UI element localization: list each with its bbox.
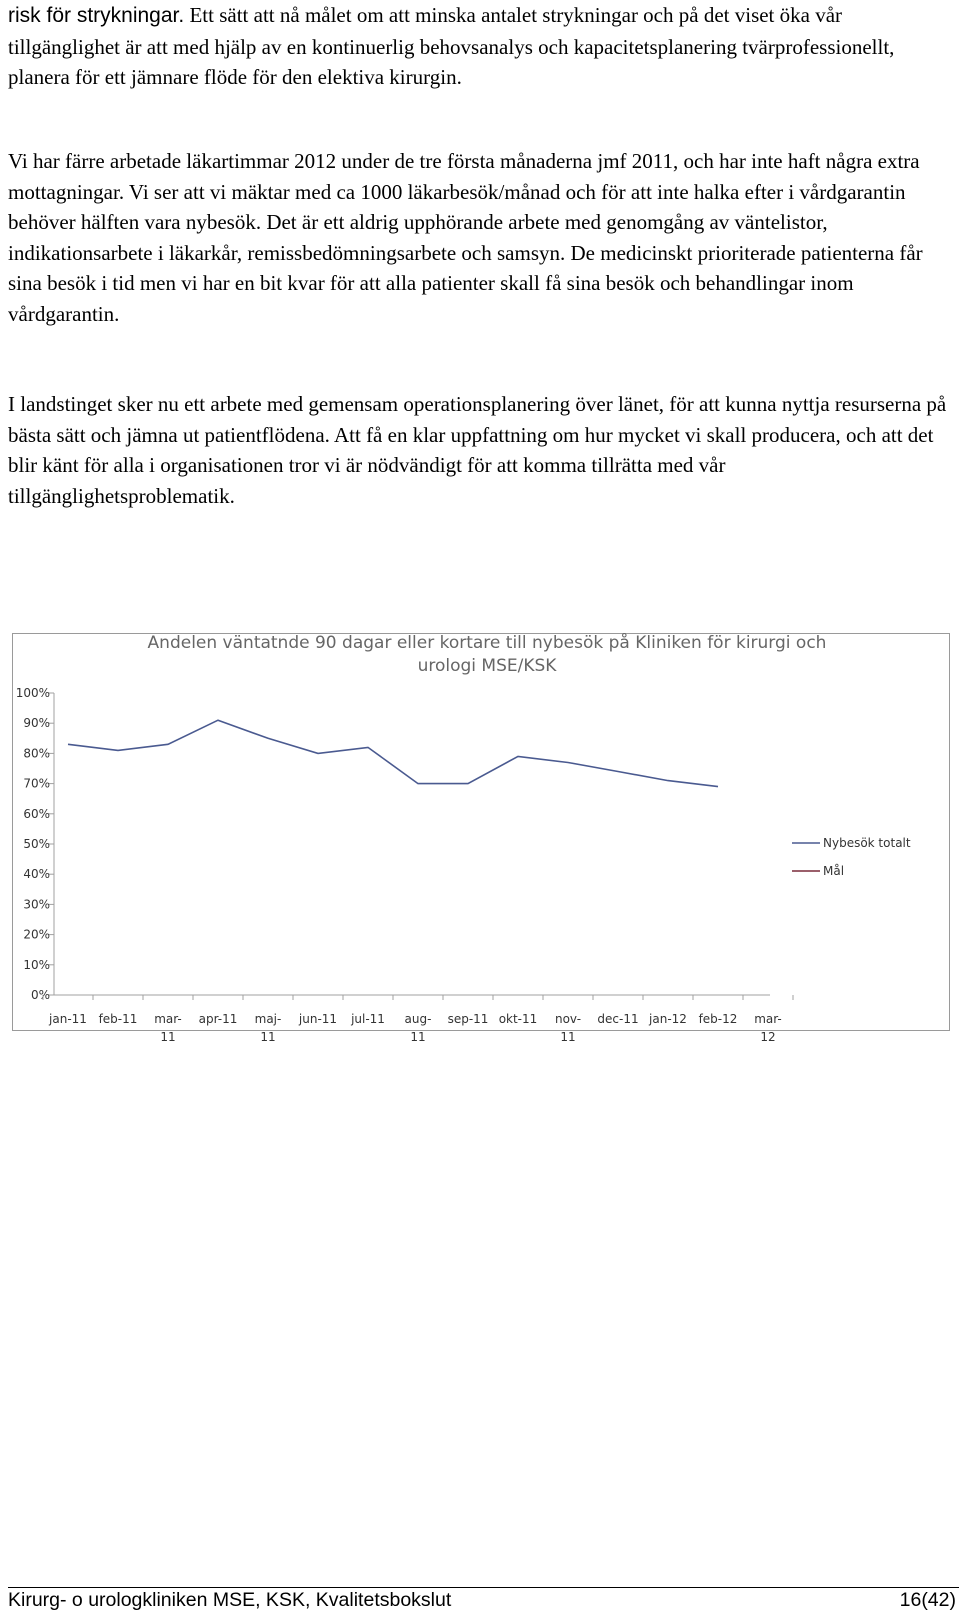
x-tick-label: mar- xyxy=(154,1012,182,1026)
y-tick-label: 0% xyxy=(30,988,50,1002)
chart-title-line: Andelen väntatnde 90 dagar eller kortare till nybesök på Kliniken för kirurgi och xyxy=(147,633,827,653)
legend-label: Mål xyxy=(823,864,845,878)
x-tick-label: apr-11 xyxy=(198,1012,238,1026)
x-tick-label: maj- xyxy=(254,1012,282,1026)
line-chart xyxy=(12,633,950,1057)
x-tick-label: jan-11 xyxy=(49,1012,87,1026)
x-tick-label: 11 xyxy=(260,1030,276,1044)
y-tick-label: 40% xyxy=(23,867,50,882)
chart xyxy=(12,633,950,1057)
x-tick-label: mar- xyxy=(754,1012,782,1026)
x-tick-label: aug- xyxy=(404,1012,432,1026)
chart-frame xyxy=(13,634,950,1031)
y-tick-label: 50% xyxy=(23,837,50,851)
paragraph-intro xyxy=(8,0,953,93)
x-tick-label: jul-11 xyxy=(351,1012,385,1026)
x-tick-label: okt-11 xyxy=(498,1012,538,1026)
y-tick-label: 70% xyxy=(23,776,50,791)
paragraph-landstinget: I landstinget sker nu ett arbete med gemensam operationsplanering över länet, för att kunna nyttja resurserna på bästa sätt och jämna ut patientflödena. Att få en klar uppfattning om hur mycket vi skall producera, och att det blir känt för alla i organisationen tror vi är nödvändigt för att komma tillrätta med vår tillgänglighetsproblematik. xyxy=(8,392,947,508)
y-tick-label: 100% xyxy=(15,686,50,700)
page-number: 16(42) xyxy=(899,1589,956,1611)
legend-label: Nybesök totalt xyxy=(823,836,911,850)
paragraph-text: Ett sätt att nå målet om att minska antalet strykningar och på det viset öka vår tillgänglighet är att med hjälp av en kontinuerlig behovsanalys och kapacitetsplanering tvärprofessionellt, planera för ett jämnare flöde för den elektiva kirurgin. xyxy=(8,3,895,89)
footer-title: Kirurg- o urologkliniken MSE, KSK, Kvalitetsbokslut xyxy=(8,1589,452,1611)
x-tick-label: 11 xyxy=(560,1030,576,1044)
y-tick-label: 80% xyxy=(23,746,50,761)
x-tick-label: sep-11 xyxy=(447,1012,489,1026)
x-tick-label: jan-12 xyxy=(649,1012,687,1026)
x-tick-label: feb-12 xyxy=(698,1012,738,1026)
x-tick-label: jun-11 xyxy=(298,1012,338,1026)
x-tick-label: 11 xyxy=(410,1030,426,1044)
x-tick-label: dec-11 xyxy=(597,1012,639,1026)
x-tick-label: 11 xyxy=(160,1030,176,1044)
y-tick-label: 20% xyxy=(23,927,50,942)
paragraph-lakartimmar: Vi har färre arbetade läkartimmar 2012 under de tre första månaderna jmf 2011, och har inte haft några extra mottagningar. Vi ser att vi mäktar med ca 1000 läkarbesök/månad och för att inte halka efter i vårdgarantin behöver hälften vara nybesök. Det är ett aldrig upphörande arbete med genomgång av väntelistor, indikationsarbete i läkarkår, remissbedömningsarbete och samsyn. De medicinskt prioriterade patienterna får sina besök i tid men vi har en bit kvar för att alla patienter skall få sina besök och behandlingar inom vårdgarantin. xyxy=(8,149,923,326)
y-tick-label: 30% xyxy=(23,897,50,912)
x-tick-label: feb-11 xyxy=(98,1012,138,1026)
footer-divider xyxy=(8,1587,959,1588)
y-tick-label: 10% xyxy=(23,957,50,972)
y-tick-label: 90% xyxy=(23,716,50,731)
x-tick-label: nov- xyxy=(554,1012,582,1026)
chart-title-line: urologi MSE/KSK xyxy=(417,656,557,676)
y-tick-label: 60% xyxy=(23,806,50,821)
x-tick-label: 12 xyxy=(760,1030,776,1044)
paragraph-lead: risk för strykningar. xyxy=(8,4,185,27)
